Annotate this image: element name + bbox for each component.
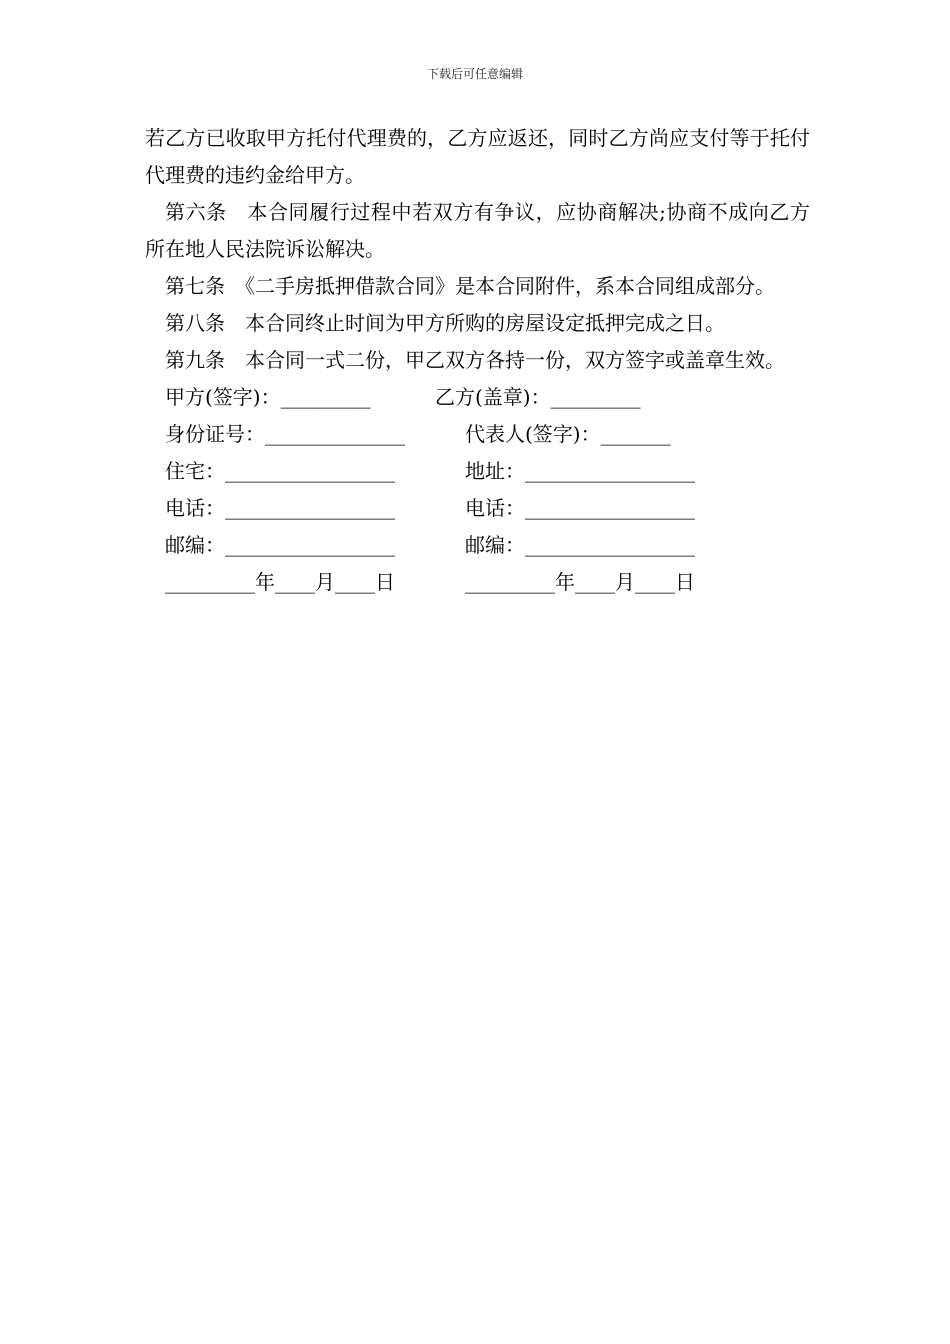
- party-a-id-number-field: 身份证号：______________: [165, 422, 405, 446]
- paragraph-refund-clause: 若乙方已收取甲方托付代理费的，乙方应返还，同时乙方尚应支付等于托付代理费的违约金给甲方。: [145, 126, 810, 187]
- paragraph-article-9: 第九条 本合同一式二份，甲乙双方各持一份，双方签字或盖章生效。: [165, 348, 785, 372]
- page-header: 下载后可任意编辑: [426, 67, 523, 81]
- party-b-postcode-field: 邮编：_________________: [465, 533, 695, 557]
- party-a-date-field: _________年____月____日: [165, 570, 395, 594]
- signature-block: [145, 379, 810, 601]
- party-b-date-field: _________年____月____日: [465, 570, 695, 594]
- paragraph-article-8: 第八条 本合同终止时间为甲方所购的房屋设定抵押完成之日。: [165, 311, 725, 335]
- party-a-residence-field: 住宅：_________________: [165, 459, 395, 483]
- paragraph-article-6: 第六条 本合同履行过程中若双方有争议，应协商解决;协商不成向乙方所在地人民法院诉讼解决。: [145, 200, 810, 261]
- party-b-phone-field: 电话：_________________: [465, 496, 695, 520]
- party-a-phone-field: 电话：_________________: [165, 496, 395, 520]
- signature-row-phone: [145, 490, 810, 527]
- signature-row-party-signatures: [145, 379, 810, 416]
- contract-body: [145, 120, 810, 601]
- signature-row-address: [145, 453, 810, 490]
- signature-row-postcode: [145, 527, 810, 564]
- party-a-signature-field: 甲方(签字)：_________: [165, 385, 371, 409]
- party-b-representative-field: 代表人(签字)：_______: [465, 422, 671, 446]
- signature-row-id: [145, 416, 810, 453]
- party-a-postcode-field: 邮编：_________________: [165, 533, 395, 557]
- party-b-seal-field: 乙方(盖章)：_________: [435, 385, 641, 409]
- party-b-address-field: 地址：_________________: [465, 459, 695, 483]
- paragraph-article-7: 第七条 《二手房抵押借款合同》是本合同附件，系本合同组成部分。: [165, 274, 775, 298]
- signature-row-date: [145, 564, 810, 601]
